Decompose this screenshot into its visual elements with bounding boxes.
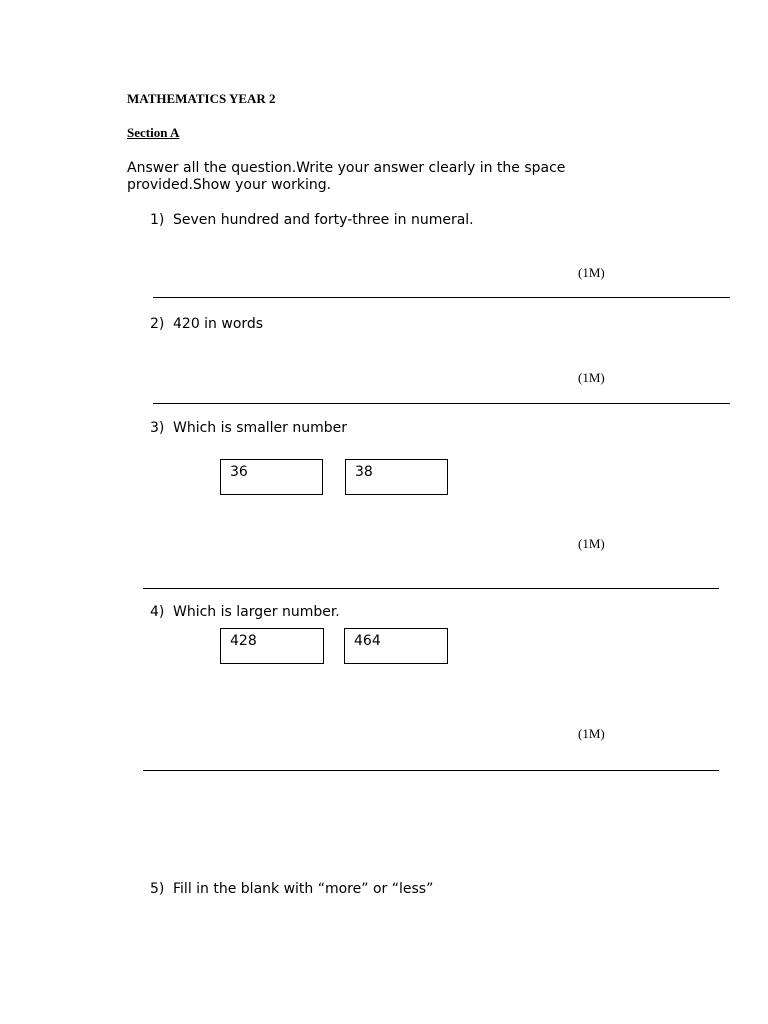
answer-line bbox=[153, 403, 730, 404]
question-5 bbox=[150, 881, 433, 897]
question-number: 5) bbox=[150, 881, 165, 897]
question-text: 420 in words bbox=[173, 316, 264, 332]
question-number: 4) bbox=[150, 604, 165, 620]
question-text: Fill in the blank with “more” or “less” bbox=[173, 881, 434, 897]
instructions-text: Answer all the question.Write your answer clearly in the space provided.Show your working. bbox=[127, 160, 566, 193]
answer-line bbox=[143, 588, 719, 589]
question-3 bbox=[150, 420, 347, 436]
question-number: 2) bbox=[150, 316, 165, 332]
answer-line bbox=[143, 770, 719, 771]
marks-label: (1M) bbox=[578, 536, 605, 551]
marks-label: (1M) bbox=[578, 265, 605, 280]
question-1 bbox=[150, 212, 474, 228]
question-text: Seven hundred and forty-three in numeral. bbox=[173, 212, 474, 228]
document-title: MATHEMATICS YEAR 2 bbox=[127, 91, 276, 106]
question-number: 3) bbox=[150, 420, 165, 436]
number-option-box: 428 bbox=[220, 628, 324, 664]
marks-label: (1M) bbox=[578, 726, 605, 741]
question-4 bbox=[150, 604, 340, 620]
number-option-box: 38 bbox=[345, 459, 448, 495]
section-heading: Section A bbox=[127, 125, 180, 140]
question-number: 1) bbox=[150, 212, 165, 228]
number-option-box: 36 bbox=[220, 459, 323, 495]
marks-label: (1M) bbox=[578, 370, 605, 385]
question-text: Which is larger number. bbox=[173, 604, 340, 620]
number-option-box: 464 bbox=[344, 628, 448, 664]
question-text: Which is smaller number bbox=[173, 420, 348, 436]
answer-line bbox=[153, 297, 730, 298]
question-2 bbox=[150, 316, 263, 332]
